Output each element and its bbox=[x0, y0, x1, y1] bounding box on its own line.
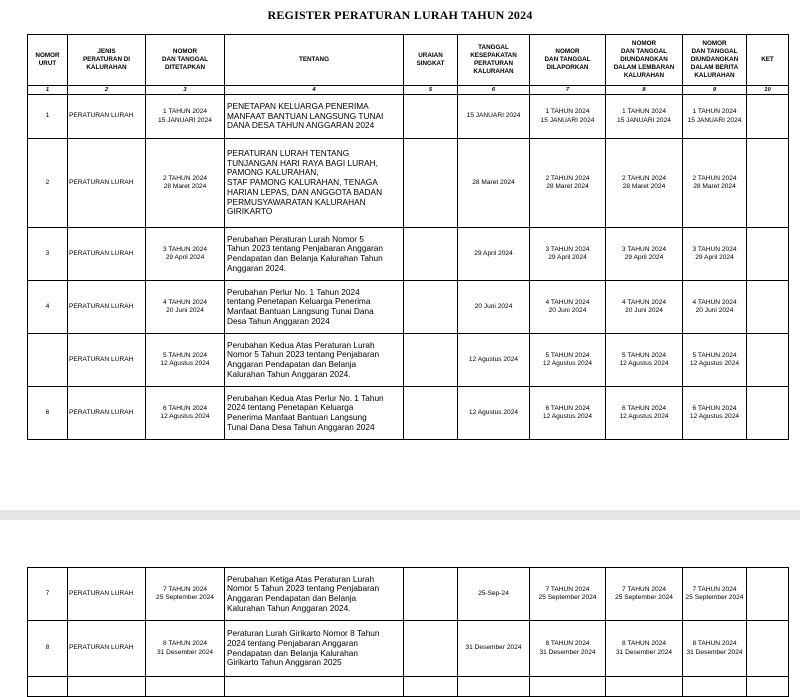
row-dilaporkan: 7 TAHUN 2024 25 September 2024 bbox=[530, 568, 606, 621]
row-ket bbox=[747, 568, 789, 621]
empty-cell bbox=[606, 677, 683, 697]
row-ket bbox=[747, 228, 789, 281]
row-ditetapkan: 2 TAHUN 2024 28 Maret 2024 bbox=[146, 139, 225, 228]
column-number: 4 bbox=[225, 86, 404, 95]
row-uraian bbox=[404, 568, 458, 621]
row-ditetapkan: 1 TAHUN 2024 15 JANUARI 2024 bbox=[146, 95, 225, 139]
row-ket bbox=[747, 281, 789, 334]
column-header-nomor-urut: NOMOR URUT bbox=[28, 35, 68, 86]
row-uraian bbox=[404, 95, 458, 139]
row-uraian bbox=[404, 281, 458, 334]
row-uraian bbox=[404, 387, 458, 440]
column-header-tentang: TENTANG bbox=[225, 35, 404, 86]
table-row bbox=[28, 568, 789, 621]
column-number: 5 bbox=[404, 86, 458, 95]
column-number: 10 bbox=[747, 86, 789, 95]
column-number: 8 bbox=[606, 86, 683, 95]
column-header-tanggal-kesepakatan: TANGGAL KESEPAKATAN PERATURAN KALURAHAN bbox=[458, 35, 530, 86]
column-header-ket: KET bbox=[747, 35, 789, 86]
table-row bbox=[28, 387, 789, 440]
row-number: 4 bbox=[28, 281, 68, 334]
row-berita: 8 TAHUN 2024 31 Desember 2024 bbox=[683, 621, 747, 677]
row-ket bbox=[747, 95, 789, 139]
table-row bbox=[28, 621, 789, 677]
row-kesepakatan: 29 April 2024 bbox=[458, 228, 530, 281]
column-number: 6 bbox=[458, 86, 530, 95]
row-kesepakatan: 28 Maret 2024 bbox=[458, 139, 530, 228]
column-number: 7 bbox=[530, 86, 606, 95]
row-ditetapkan: 4 TAHUN 2024 20 Juni 2024 bbox=[146, 281, 225, 334]
empty-cell bbox=[28, 677, 68, 697]
column-number: 1 bbox=[28, 86, 68, 95]
row-tentang: Perubahan Ketiga Atas Peraturan Lurah Nomor 5 Tahun 2023 tentang Penjabaran Anggaran Pendapatan dan Belanja Kalurahan Tahun Anggaran 2024. bbox=[225, 568, 404, 621]
row-ditetapkan: 7 TAHUN 2024 25 September 2024 bbox=[146, 568, 225, 621]
row-number: 7 bbox=[28, 568, 68, 621]
row-tentang: Peraturan Lurah Girikarto Nomor 8 Tahun 2024 tentang Penjabaran Anggaran Pendapatan dan Belanja Kalurahan Girikarto Tahun Anggaran 2025 bbox=[225, 621, 404, 677]
row-kesepakatan: 31 Desember 2024 bbox=[458, 621, 530, 677]
row-lembaran: 6 TAHUN 2024 12 Agustus 2024 bbox=[606, 387, 683, 440]
page-title: REGISTER PERATURAN LURAH TAHUN 2024 bbox=[267, 8, 533, 22]
empty-cell bbox=[404, 677, 458, 697]
row-number: 2 bbox=[28, 139, 68, 228]
row-number: 1 bbox=[28, 95, 68, 139]
row-ditetapkan: 6 TAHUN 2024 12 Agustus 2024 bbox=[146, 387, 225, 440]
row-dilaporkan: 4 TAHUN 2024 20 Juni 2024 bbox=[530, 281, 606, 334]
row-ket bbox=[747, 387, 789, 440]
row-kesepakatan: 20 Juni 2024 bbox=[458, 281, 530, 334]
row-ditetapkan: 3 TAHUN 2024 29 April 2024 bbox=[146, 228, 225, 281]
row-jenis: PERATURAN LURAH bbox=[68, 621, 146, 677]
row-tentang: PENETAPAN KELUARGA PENERIMA MANFAAT BANTUAN LANGSUNG TUNAI DANA DESA TAHUN ANGGARAN 2024 bbox=[225, 95, 404, 139]
row-berita: 5 TAHUN 2024 12 Agustus 2024 bbox=[683, 334, 747, 387]
row-dilaporkan: 8 TAHUN 2024 31 Desember 2024 bbox=[530, 621, 606, 677]
row-number: 6 bbox=[28, 387, 68, 440]
row-dilaporkan: 5 TAHUN 2024 12 Agustus 2024 bbox=[530, 334, 606, 387]
row-dilaporkan: 2 TAHUN 2024 28 Maret 2024 bbox=[530, 139, 606, 228]
table-row bbox=[28, 228, 789, 281]
column-header-nomor-berita: NOMOR DAN TANGGAL DIUNDANGKAN DALAM BERITA KALURAHAN bbox=[683, 35, 747, 86]
row-uraian bbox=[404, 228, 458, 281]
row-jenis: PERATURAN LURAH bbox=[68, 334, 146, 387]
column-number: 2 bbox=[68, 86, 146, 95]
row-dilaporkan: 3 TAHUN 2024 29 April 2024 bbox=[530, 228, 606, 281]
row-number: 8 bbox=[28, 621, 68, 677]
table-row bbox=[28, 281, 789, 334]
row-berita: 6 TAHUN 2024 12 Agustus 2024 bbox=[683, 387, 747, 440]
table-row-cutoff bbox=[28, 677, 789, 697]
column-header-nomor-ditetapkan: NOMOR DAN TANGGAL DITETAPKAN bbox=[146, 35, 225, 86]
row-tentang: Perubahan Perlur No. 1 Tahun 2024 tentang Penetapan Keluarga Penerima Manfaat Bantuan Langsung Tunai Dana Desa Tahun Anggaran 2024 bbox=[225, 281, 404, 334]
column-header-uraian-singkat: URAIAN SINGKAT bbox=[404, 35, 458, 86]
row-dilaporkan: 1 TAHUN 2024 15 JANUARI 2024 bbox=[530, 95, 606, 139]
row-jenis: PERATURAN LURAH bbox=[68, 139, 146, 228]
row-kesepakatan: 12 Agustus 2024 bbox=[458, 334, 530, 387]
row-number: 3 bbox=[28, 228, 68, 281]
row-berita: 2 TAHUN 2024 28 Maret 2024 bbox=[683, 139, 747, 228]
row-lembaran: 5 TAHUN 2024 12 Agustus 2024 bbox=[606, 334, 683, 387]
column-number: 9 bbox=[683, 86, 747, 95]
document-page-2 bbox=[0, 520, 800, 683]
register-table-continued bbox=[27, 567, 789, 697]
row-lembaran: 8 TAHUN 2024 31 Desember 2024 bbox=[606, 621, 683, 677]
row-ket bbox=[747, 621, 789, 677]
empty-cell bbox=[530, 677, 606, 697]
empty-cell bbox=[747, 677, 789, 697]
row-kesepakatan: 25-Sep-24 bbox=[458, 568, 530, 621]
table-row bbox=[28, 334, 789, 387]
page-separator bbox=[0, 510, 800, 520]
row-lembaran: 4 TAHUN 2024 20 Juni 2024 bbox=[606, 281, 683, 334]
row-lembaran: 1 TAHUN 2024 15 JANUARI 2024 bbox=[606, 95, 683, 139]
table-row bbox=[28, 139, 789, 228]
row-tentang: Perubahan Kedua Atas Perlur No. 1 Tahun 2024 tentang Penetapan Keluarga Penerima Manfaat Bantuan Langsung Tunai Dana Desa Tahun Anggaran 2024 bbox=[225, 387, 404, 440]
row-dilaporkan: 6 TAHUN 2024 12 Agustus 2024 bbox=[530, 387, 606, 440]
row-kesepakatan: 15 JANUARI 2024 bbox=[458, 95, 530, 139]
row-jenis: PERATURAN LURAH bbox=[68, 95, 146, 139]
column-header-nomor-lembaran: NOMOR DAN TANGGAL DIUNDANGKAN DALAM LEMBARAN KALURAHAN bbox=[606, 35, 683, 86]
empty-cell bbox=[68, 677, 146, 697]
empty-cell bbox=[458, 677, 530, 697]
row-tentang: PERATURAN LURAH TENTANG TUNJANGAN HARI RAYA BAGI LURAH, PAMONG KALURAHAN, STAF PAMONG KALURAHAN, TENAGA HARIAN LEPAS, DAN ANGGOTA BADAN PERMUSYAWARATAN KALURAHAN GIRIKARTO bbox=[225, 139, 404, 228]
row-ditetapkan: 8 TAHUN 2024 31 Desember 2024 bbox=[146, 621, 225, 677]
row-ditetapkan: 5 TAHUN 2024 12 Agustus 2024 bbox=[146, 334, 225, 387]
row-tentang: Perubahan Peraturan Lurah Nomor 5 Tahun 2023 tentang Penjabaran Anggaran Pendapatan dan Belanja Kalurahan Tahun Anggaran 2024. bbox=[225, 228, 404, 281]
empty-cell bbox=[683, 677, 747, 697]
row-uraian bbox=[404, 334, 458, 387]
row-number bbox=[28, 334, 68, 387]
row-jenis: PERATURAN LURAH bbox=[68, 568, 146, 621]
row-berita: 4 TAHUN 2024 20 Juni 2024 bbox=[683, 281, 747, 334]
row-berita: 3 TAHUN 2024 29 April 2024 bbox=[683, 228, 747, 281]
column-number-row bbox=[28, 86, 789, 95]
table-row bbox=[28, 95, 789, 139]
row-jenis: PERATURAN LURAH bbox=[68, 281, 146, 334]
row-tentang: Perubahan Kedua Atas Peraturan Lurah Nomor 5 Tahun 2023 tentang Penjabaran Anggaran Pendapatan dan Belanja Kalurahan Tahun Anggaran 2024. bbox=[225, 334, 404, 387]
row-ket bbox=[747, 139, 789, 228]
column-header-jenis-peraturan: JENIS PERATURAN DI KALURAHAN bbox=[68, 35, 146, 86]
row-ket bbox=[747, 334, 789, 387]
column-number: 3 bbox=[146, 86, 225, 95]
row-jenis: PERATURAN LURAH bbox=[68, 228, 146, 281]
empty-cell bbox=[146, 677, 225, 697]
table-header-row bbox=[28, 35, 789, 86]
row-berita: 1 TAHUN 2024 15 JANUARI 2024 bbox=[683, 95, 747, 139]
row-kesepakatan: 12 Agustus 2024 bbox=[458, 387, 530, 440]
register-table bbox=[27, 34, 789, 440]
column-header-nomor-dilaporkan: NOMOR DAN TANGGAL DILAPORKAN bbox=[530, 35, 606, 86]
row-lembaran: 3 TAHUN 2024 29 April 2024 bbox=[606, 228, 683, 281]
row-lembaran: 2 TAHUN 2024 28 Maret 2024 bbox=[606, 139, 683, 228]
row-jenis: PERATURAN LURAH bbox=[68, 387, 146, 440]
row-uraian bbox=[404, 139, 458, 228]
row-uraian bbox=[404, 621, 458, 677]
empty-cell bbox=[225, 677, 404, 697]
row-berita: 7 TAHUN 2024 25 September 2024 bbox=[683, 568, 747, 621]
row-lembaran: 7 TAHUN 2024 25 September 2024 bbox=[606, 568, 683, 621]
